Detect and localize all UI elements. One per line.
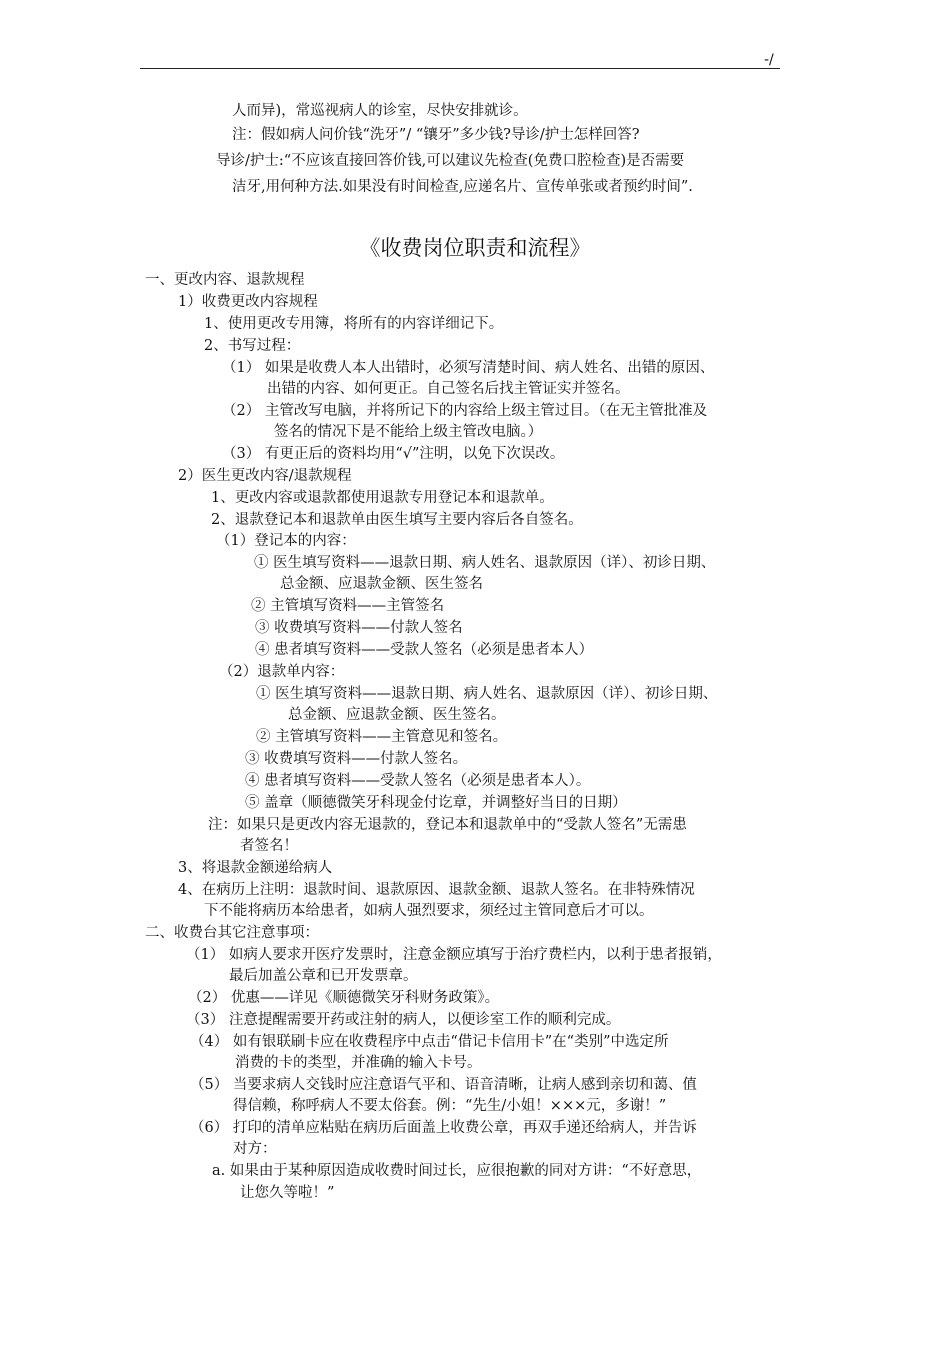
text-line: 1）收费更改内容规程 (178, 294, 318, 310)
text-line: 1、更改内容或退款都使用退款专用登记本和退款单。 (211, 490, 554, 506)
text-line: 2）医生更改内容/退款规程 (178, 468, 352, 484)
text-line: 最后加盖公章和已开发票章。 (229, 968, 418, 984)
text-line: ① 医生填写资料——退款日期、病人姓名、退款原因（详）、初诊日期、 (256, 686, 718, 702)
text-line: （2） 优惠——详见《顺德微笑牙科财务政策》。 (188, 990, 500, 1006)
text-line: 洁牙,用何种方法.如果没有时间检查,应递名片、宣传单张或者预约时间”. (232, 179, 693, 195)
text-line: 2、书写过程： (204, 338, 301, 354)
text-line: 人而异)，常巡视病人的诊室，尽快安排就诊。 (232, 103, 528, 119)
text-line: 2、退款登记本和退款单由医生填写主要内容后各自签名。 (211, 512, 583, 528)
text-line: （2）退款单内容： (219, 664, 345, 680)
text-line: 对方： (233, 1141, 277, 1157)
text-line: ① 医生填写资料——退款日期、病人姓名、退款原因（详）、初诊日期、 (254, 555, 716, 571)
text-line: ③ 收费填写资料——付款人签名。 (245, 751, 468, 767)
text-line: ④ 患者填写资料——受款人签名（必须是患者本人）。 (245, 773, 591, 789)
text-line: ② 主管填写资料——主管签名 (251, 598, 445, 614)
text-line: （1） 如病人要求开医疗发票时，注意金额应填写于治疗费栏内，以利于患者报销， (186, 947, 722, 963)
text-line: 导诊/护士:“不应该直接回答价钱,可以建议先检查(免费口腔检查)是否需要 (216, 153, 685, 169)
text-line: 下不能将病历本给患者，如病人强烈要求，须经过主管同意后才可以。 (204, 903, 654, 919)
text-line: ③ 收费填写资料——付款人签名 (255, 620, 463, 636)
text-line: ⑤ 盖章（顺德微笑牙科现金付讫章，并调整好当日的日期） (245, 795, 627, 811)
text-line: （1）登记本的内容： (216, 533, 356, 549)
text-line: 总金额、应退款金额、医生签名 (280, 576, 483, 592)
document-title: 《收费岗位职责和流程》 (359, 236, 591, 260)
text-line: 者签名！ (240, 838, 298, 854)
text-line: （2） 主管改写电脑，并将所记下的内容给上级主管过目。（在无主管批准及 (222, 403, 708, 419)
text-line: （1） 如果是收费人本人出错时，必须写清楚时间、病人姓名、出错的原因、 (222, 360, 715, 376)
text-line: （5） 当要求病人交钱时应注意语气平和、语音清晰，让病人感到亲切和蔼、值 (190, 1077, 697, 1093)
text-line: 总金额、应退款金额、医生签名。 (288, 707, 506, 723)
text-line: 注：如果只是更改内容无退款的，登记本和退款单中的“受款人签名”无需患 (208, 817, 687, 833)
text-line: 3、将退款金额递给病人 (178, 860, 333, 876)
text-line: 消费的卡的类型，并准确的输入卡号。 (235, 1055, 482, 1071)
text-line: 得信赖，称呼病人不要太俗套。例：“先生/小姐！×××元，多谢！” (233, 1098, 667, 1114)
text-line: 出错的内容、如何更正。自己签名后找主管证实并签名。 (267, 381, 630, 397)
text-line: 签名的情况下是不能给上级主管改电脑。） (274, 424, 543, 440)
text-line: （3） 有更正后的资料均用“√”注明，以免下次误改。 (222, 446, 565, 462)
text-line: （3） 注意提醒需要开药或注射的病人，以便诊室工作的顺利完成。 (186, 1012, 621, 1028)
text-line: ④ 患者填写资料——受款人签名（必须是患者本人） (255, 642, 594, 658)
text-line: 1、使用更改专用簿，将所有的内容详细记下。 (204, 316, 504, 332)
text-line: ② 主管填写资料——主管意见和签名。 (256, 729, 508, 745)
text-line: 让您久等啦！” (240, 1185, 335, 1201)
text-line: a. 如果由于某种原因造成收费时间过长，应很抱歉的同对方讲：“不好意思， (212, 1163, 702, 1179)
text-line: 注：假如病人问价钱“洗牙”/ “镶牙”多少钱?导诊/护士怎样回答? (232, 127, 640, 143)
text-line: （6） 打印的清单应粘贴在病历后面盖上收费公章，再双手递还给病人，并告诉 (190, 1120, 697, 1136)
header-rule (140, 68, 780, 69)
page-number: -/ (764, 52, 774, 68)
text-line: （4） 如有银联刷卡应在收费程序中点击“借记卡信用卡”在“类别”中选定所 (190, 1034, 669, 1050)
text-line: 4、在病历上注明：退款时间、退款原因、退款金额、退款人签名。在非特殊情况 (178, 882, 695, 898)
text-line: 二、收费台其它注意事项： (145, 925, 319, 941)
text-line: 一、更改内容、退款规程 (145, 272, 305, 288)
